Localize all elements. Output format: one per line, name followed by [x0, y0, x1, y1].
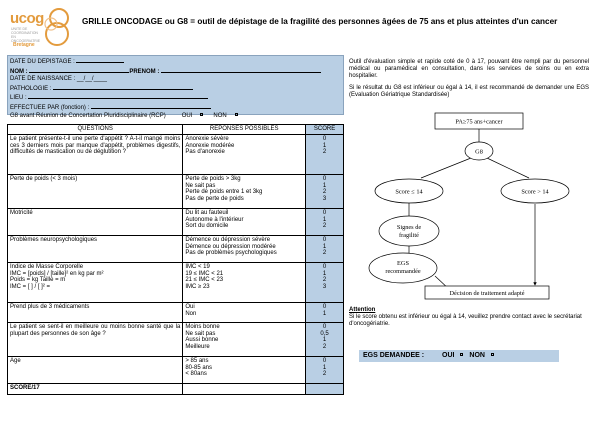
rcp-oui-label: OUI [181, 112, 193, 119]
answer-option: Démence ou dépression sévère [185, 237, 271, 243]
logo-brand: ucog [10, 10, 44, 27]
total-score-cell[interactable] [306, 384, 344, 395]
answer-option: IMC ≥ 23 [185, 283, 210, 290]
flow-text-score-low: Score ≤ 14 [395, 188, 423, 196]
table-row [8, 263, 344, 303]
question-cell [8, 263, 183, 303]
rcp-oui-checkbox[interactable] [200, 113, 203, 116]
score-value: 0 [322, 324, 327, 330]
score-cell[interactable] [306, 209, 344, 236]
flow-node-frailty [379, 216, 439, 246]
answer-option: Du lit au fauteuil [185, 210, 229, 216]
answer-option: Perte de poids > 3kg [185, 176, 241, 182]
score-value: 1 [322, 243, 327, 250]
attention-text: Si le score obtenu est inférieur ou égal à 14, veuillez prendre contact avec le secrétariat d'oncogériatrie. [349, 314, 582, 327]
table-row [8, 236, 344, 263]
question-line: IMC = [ ] / [ ]² = [10, 283, 51, 290]
score-value: 2 [322, 149, 327, 156]
question-cell: Le patient se sent-il en meilleure ou moins bonne santé que la plupart des personnes de son âge ? [8, 323, 183, 357]
answer-option: Ne sait pas [185, 182, 216, 189]
header-score: SCORE [306, 125, 344, 135]
pathology-row [10, 84, 341, 94]
date-label: DATE DU DEPISTAGE : [10, 59, 75, 65]
score-value: 0 [322, 176, 327, 182]
score-cell[interactable] [306, 135, 344, 175]
prenom-label: PRENOM : [129, 68, 160, 75]
answer-option: Sort du domicile [185, 223, 229, 230]
description-paragraph-1: Outil d'évaluation simple et rapide coté de 0 à 17, pouvant être rempli par du personnel médical ou paramédical en consultation, dans les services de soins ou en extra hospitalier. [349, 59, 589, 79]
score-value: 0 [322, 358, 327, 364]
answer-option: Non [185, 310, 197, 317]
answers-cell [183, 175, 306, 209]
score-value: 0 [322, 237, 327, 243]
answer-option: Anorexie modérée [185, 142, 235, 149]
decision-flowchart [349, 108, 589, 308]
egs-request-label: EGS DEMANDEE : [363, 352, 425, 359]
answers-cell [183, 209, 306, 236]
score-value: 2 [322, 223, 327, 230]
rcp-row [10, 113, 341, 121]
author-row [10, 103, 341, 113]
score-cell[interactable] [306, 323, 344, 357]
answer-option: Meilleure [185, 343, 210, 350]
effectuee-label: EFFECTUEE PAR (fonction) : [10, 104, 90, 111]
attention-note [349, 307, 589, 328]
table-header-row [8, 125, 344, 135]
prenom-field[interactable] [161, 67, 321, 73]
flow-text-population: PA≥75 ans+cancer [455, 118, 503, 126]
score-value: 3 [322, 195, 327, 202]
score-value: 2 [322, 250, 327, 257]
score-value: 1 [322, 337, 327, 344]
score-value: 1 [322, 216, 327, 223]
question-cell: Le patient présente-t-il une perte d'appétit ? A-t-il mangé moins ces 3 derniers mois par manque d'appétit, problèmes digestifs, difficultés de mastication ou de déglutition ? [8, 135, 183, 175]
score-value: 1 [322, 142, 327, 149]
date-row [10, 57, 341, 67]
naissance-label: DATE DE NAISSANCE : [10, 76, 76, 83]
name-row [10, 67, 341, 77]
lieu-field[interactable] [28, 93, 208, 99]
score-value: 2 [322, 343, 327, 350]
score-value: 3 [322, 283, 327, 290]
question-cell: Problèmes neuropsychologiques [8, 236, 183, 263]
score-value: 1 [322, 364, 327, 371]
answer-option: Ne sait pas [185, 330, 216, 337]
answers-cell [183, 263, 306, 303]
table-row [8, 303, 344, 323]
effectuee-field[interactable] [91, 103, 211, 109]
place-row [10, 93, 341, 103]
egs-oui-label: OUI [442, 352, 455, 359]
flow-text-g8: G8 [475, 148, 483, 156]
answer-option: Pas d'anorexie [185, 149, 225, 156]
table-row [8, 323, 344, 357]
rcp-label: G8 avant Réunion de Concertation Pluridisciplinaire (RCP) [10, 112, 166, 119]
answer-option: 80-85 ans [185, 364, 213, 371]
logo-subtitle: UNITE DE COORDINATION EN ONCOGERIATRIE [11, 27, 41, 43]
pathologie-field[interactable] [53, 84, 193, 90]
answer-option: > 85 ans [185, 358, 209, 364]
answer-option: Anorexie sévère [185, 136, 229, 142]
egs-non-label: NON [469, 352, 485, 359]
table-row [8, 175, 344, 209]
answers-cell [183, 236, 306, 263]
score-value: 0 [322, 264, 327, 270]
question-cell: Age [8, 357, 183, 384]
description-paragraph-2: Si le résultat du G8 est inférieur ou égal à 14, il est recommandé de demander une EGS (Evaluation Gériatrique Standardisée) [349, 85, 589, 98]
answers-cell [183, 303, 306, 323]
score-value: 0 [322, 210, 327, 216]
answers-cell [183, 135, 306, 175]
answers-cell [183, 357, 306, 384]
table-row [8, 357, 344, 384]
description-panel [349, 59, 589, 104]
total-empty [183, 384, 306, 395]
rcp-non-checkbox[interactable] [235, 113, 238, 116]
date-field[interactable] [76, 57, 124, 63]
birth-row [10, 76, 341, 84]
egs-non-checkbox[interactable] [491, 353, 494, 356]
lieu-label: LIEU : [10, 95, 27, 102]
answer-option: Pas de problèmes psychologiques [185, 250, 277, 257]
score-value: 1 [322, 270, 327, 277]
nom-field[interactable] [29, 67, 129, 73]
answer-option: 21 ≤ IMC < 23 [185, 277, 224, 284]
page-title: GRILLE ONCODAGE ou G8 = outil de dépistage de la fragilité des personnes âgées de 75 ans et plus atteintes d'un cancer [82, 17, 558, 26]
table-row [8, 209, 344, 236]
flow-line-g8-right [487, 158, 529, 178]
logo-region: Bretagne [13, 42, 35, 48]
score-cell[interactable] [306, 175, 344, 209]
score-value: 0 [322, 304, 327, 310]
score-cell[interactable] [306, 357, 344, 384]
table-body [8, 135, 344, 384]
answer-option: 19 ≤ IMC < 21 [185, 270, 224, 277]
question-line: Poids = kg Taille = m [10, 277, 66, 284]
answer-option: Moins bonne [185, 324, 220, 330]
flow-text-score-high: Score > 14 [521, 188, 549, 196]
nom-label: NOM : [10, 68, 28, 75]
score-value: 1 [322, 182, 327, 189]
attention-title: Attention [349, 307, 376, 313]
score-value: 2 [322, 277, 327, 284]
score-cell[interactable] [306, 303, 344, 323]
table-row [8, 135, 344, 175]
score-value: 1 [322, 310, 327, 317]
answer-option: Démence ou dépression modérée [185, 243, 276, 250]
score-value: 2 [322, 371, 327, 378]
question-line: IMC = [poids] / [taille]² en kg par m² [10, 270, 104, 277]
answers-cell [183, 323, 306, 357]
score-cell[interactable] [306, 263, 344, 303]
score-value: 0,5 [320, 330, 329, 337]
flow-line-g8-left [421, 158, 471, 178]
header-responses: REPONSES POSSIBLES [183, 125, 306, 135]
answer-option: IMC < 19 [185, 264, 210, 270]
egs-oui-checkbox[interactable] [460, 353, 463, 356]
naissance-field[interactable]: __/__/____ [76, 76, 107, 83]
pathologie-label: PATHOLOGIE : [10, 85, 52, 92]
answer-option: Aussi bonne [185, 337, 219, 344]
total-label: SCORE/17 [8, 384, 183, 395]
question-cell: Prend plus de 3 médicaments [8, 303, 183, 323]
score-value: 0 [322, 136, 327, 142]
flow-text-frailty-2: fragilité [399, 232, 419, 239]
answer-option: Pas de perte de poids [185, 195, 244, 202]
question-cell: Perte de poids (< 3 mois) [8, 175, 183, 209]
g8-questionnaire-table [7, 124, 344, 395]
answer-option: Oui [185, 304, 195, 310]
patient-info-box [7, 55, 344, 119]
answer-option: Perte de poids entre 1 et 3kg [185, 189, 263, 196]
flow-text-egs-1: EGS [397, 260, 409, 267]
header-questions: QUESTIONS [8, 125, 183, 135]
flow-text-decision: Décision de traitement adapté [449, 290, 525, 297]
answer-option: < 80ans [185, 371, 207, 378]
egs-request-box [359, 350, 559, 362]
ucog-logo [5, 4, 75, 50]
score-value: 2 [322, 189, 327, 196]
total-row [8, 384, 344, 395]
flow-text-egs-2: recommandée [385, 268, 421, 275]
score-cell[interactable] [306, 236, 344, 263]
answer-option: Autonome à l'intérieur [185, 216, 244, 223]
rcp-non-label: NON [213, 112, 227, 119]
flow-text-frailty-1: Signes de [396, 224, 422, 231]
question-line: Indice de Masse Corporelle [10, 264, 84, 270]
question-cell: Motricité [8, 209, 183, 236]
